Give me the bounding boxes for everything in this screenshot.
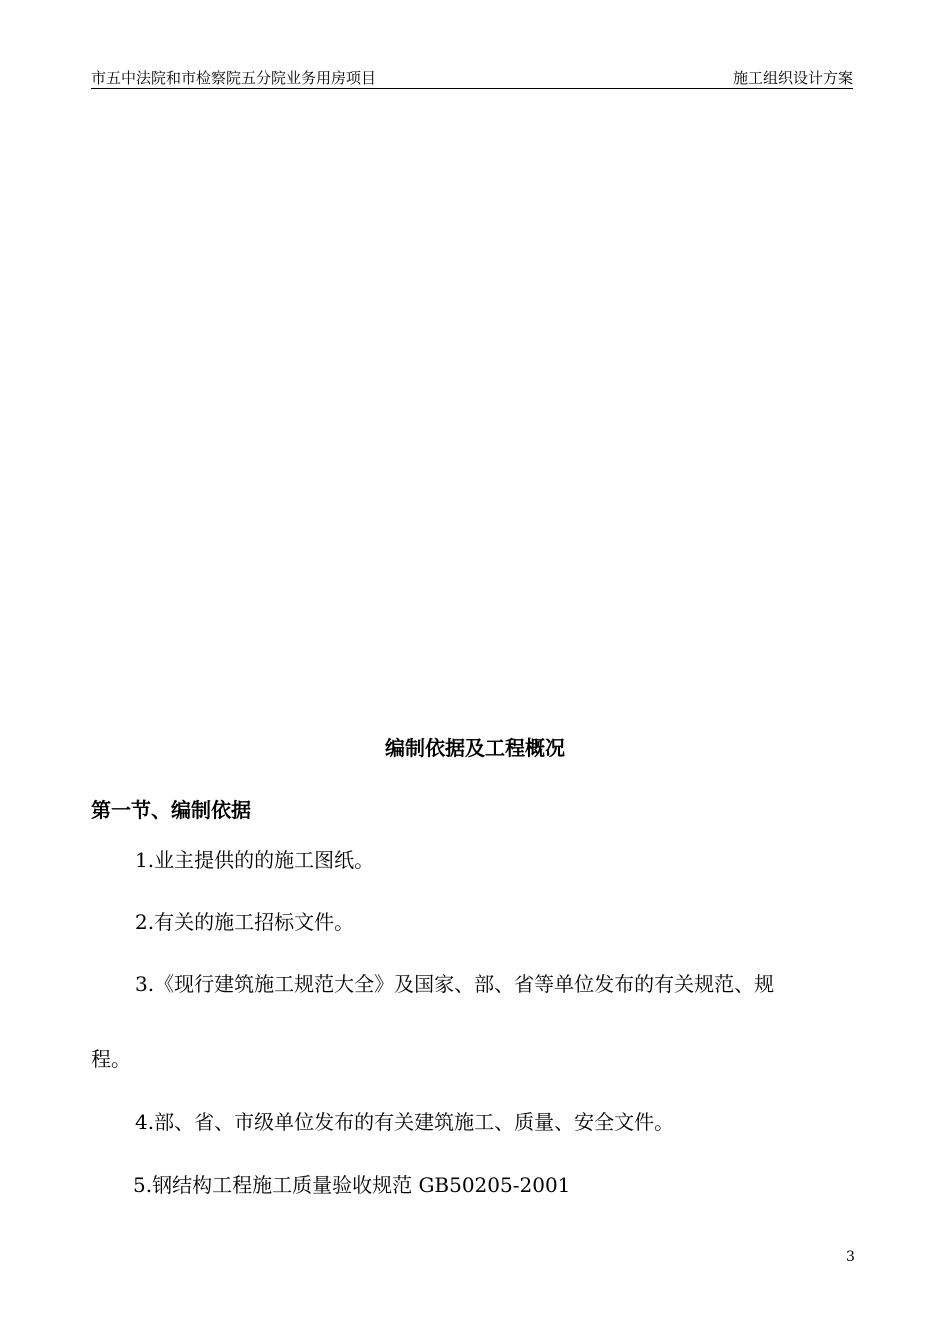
section-heading: 第一节、编制依据	[91, 798, 251, 822]
header-document-type: 施工组织设计方案	[732, 69, 853, 87]
list-item: 5.钢结构工程施工质量验收规范 GB50205-2001	[133, 1173, 571, 1197]
header-project-name: 市五中法院和市检察院五分院业务用房项目	[91, 69, 377, 87]
list-item-continuation: 程。	[91, 1047, 131, 1071]
list-item: 3.《现行建筑施工规范大全》及国家、部、省等单位发布的有关规范、规	[135, 972, 775, 996]
list-item: 2.有关的施工招标文件。	[135, 910, 355, 934]
list-item: 4.部、省、市级单位发布的有关建筑施工、质量、安全文件。	[135, 1110, 675, 1134]
list-item: 1.业主提供的的施工图纸。	[135, 848, 375, 872]
page-title: 编制依据及工程概况	[385, 736, 565, 760]
page-header	[91, 68, 853, 89]
page-number: 3	[846, 1249, 855, 1265]
